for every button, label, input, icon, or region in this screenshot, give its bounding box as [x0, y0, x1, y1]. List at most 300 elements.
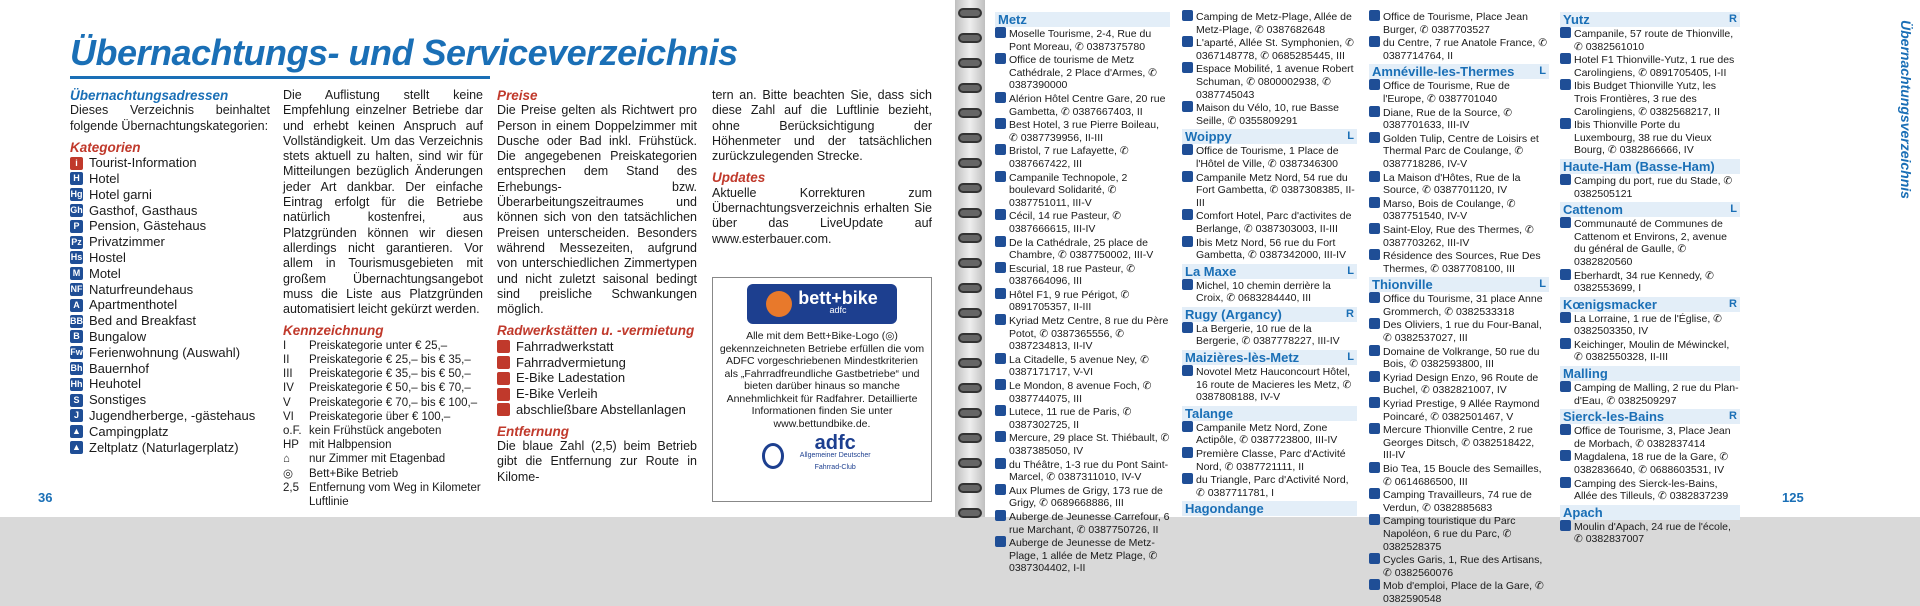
hotel-garni-icon: Hg — [70, 189, 83, 200]
category-item — [70, 392, 270, 408]
directory-entry — [995, 118, 1170, 144]
region-letter: R — [1729, 13, 1737, 25]
entry-text: Ibis Metz Nord, 56 rue du Fort Gambetta, ✆ 0387342000, III-IV — [1196, 236, 1347, 262]
place-heading — [1369, 64, 1549, 79]
marking-item — [283, 353, 483, 367]
directory-entry — [1560, 520, 1740, 546]
lodging-icon — [1560, 53, 1571, 64]
region-letter: R — [1729, 410, 1737, 423]
marking-item — [283, 339, 483, 353]
entry-text: Kyriad Prestige, 9 Allée Raymond Poincaré, ✆ 0382501467, V — [1383, 398, 1540, 423]
apartment-hotel-icon: A — [70, 299, 83, 312]
column-updates — [712, 88, 932, 247]
directory-entry — [995, 353, 1170, 379]
marking-key: III — [283, 368, 293, 381]
entry-text: Auberge de Jeunesse de Metz-Plage, 1 allée de Metz Plage, ✆ 0387304402, I-II — [1009, 537, 1158, 575]
category-label: Hostel — [89, 249, 126, 265]
lodging-icon — [1560, 118, 1571, 129]
marking-heading: Kennzeichnung — [283, 323, 384, 339]
entry-text: La Citadelle, 5 avenue Ney, ✆ 0387171717, V-VI — [1009, 353, 1149, 379]
marking-item — [283, 424, 483, 438]
category-item — [70, 234, 270, 250]
spiral-ring — [958, 458, 982, 468]
marking-key: ⌂ — [283, 453, 290, 466]
entry-text: Michel, 10 chemin derrière la Croix, ✆ 0683284440, III — [1196, 279, 1331, 305]
lodging-icon — [1369, 318, 1380, 329]
category-item — [70, 408, 270, 424]
lodging-icon — [1369, 106, 1380, 117]
hotel-icon: H — [70, 172, 83, 185]
directory-entry — [1560, 424, 1740, 450]
entry-text: Golden Tulip, Centre de Loisirs et Thermal Parc de Coulange, ✆ 0387718286, IV-V — [1383, 132, 1539, 170]
entry-text: Kyriad Metz Centre, 8 rue du Père Potot, ✆ 0387365556, ✆ 0387234813, II-IV — [1009, 315, 1169, 353]
marking-value: Preiskategorie € 35,– bis € 50,– — [309, 368, 471, 381]
entry-text: Office de Tourisme, 1 Place de l'Hôtel de Ville, ✆ 0387346300 — [1196, 145, 1339, 170]
category-label: Apartmenthotel — [89, 297, 178, 313]
entry-text: Le Mondon, 8 avenue Foch, ✆ 0387744075, III — [1009, 380, 1152, 405]
spiral-ring — [958, 158, 982, 168]
lodging-icon — [1369, 423, 1380, 434]
lodging-icon — [1182, 144, 1193, 155]
bike-repair-icon — [497, 340, 510, 353]
directory-entry — [1369, 197, 1549, 223]
place-name: Hagondange — [1185, 501, 1264, 517]
directory-entry — [995, 27, 1170, 53]
bungalow-icon: B — [70, 330, 83, 343]
place-heading — [1182, 406, 1357, 421]
directory-column-4 — [1560, 10, 1740, 546]
bike-service-item — [497, 402, 697, 418]
lodging-icon — [995, 171, 1006, 182]
guesthouse-icon: Gh — [70, 204, 83, 215]
category-item — [70, 250, 270, 266]
directory-entry — [1369, 106, 1549, 132]
category-item — [70, 361, 270, 377]
category-label: Pension, Gästehaus — [89, 218, 207, 234]
lodging-icon — [1369, 553, 1380, 564]
entry-text: Lutece, 11 rue de Paris, ✆ 0387302725, II — [1009, 406, 1132, 431]
lodging-icon — [1369, 249, 1380, 260]
entry-text: Cécil, 14 rue Pasteur, ✆ 0387666615, III-IV — [1009, 210, 1122, 235]
marking-item — [283, 481, 483, 509]
bike-service-label: Fahrradvermietung — [516, 354, 626, 370]
place-heading — [1560, 366, 1740, 381]
directory-entry — [995, 510, 1170, 536]
category-label: Hotel — [89, 170, 120, 186]
directory-entry — [995, 288, 1170, 314]
directory-entry — [1182, 171, 1357, 210]
directory-entry — [1560, 27, 1740, 53]
disclaimer-text: Die Auflistung stellt keine Empfehlung einzelner Betriebe dar und erhebt keinen Anspruch auf Vollständigkeit. Um das Verzeichnis stets aktuell zu halten, sind wir für Mitteilungen bezüglich Änderungen jeder Art dankbar. Der einfache Eintrag erfolgt für die Betriebe natürlich kostenfrei, aus Platzgründen können wir diesen allerdings nicht garantieren. Vor allem in Tourismusgebieten mit großem Übernachtungsangebot muss die Liste aus Platzgründen automatisiert leicht gekürzt werden. — [283, 88, 483, 317]
category-item — [70, 187, 270, 203]
entry-text: La Bergerie, 10 rue de la Bergerie, ✆ 0387778227, III-IV — [1196, 322, 1340, 348]
directory-entry — [1560, 118, 1740, 157]
entry-text: du Centre, 7 rue Anatole France, ✆ 0387714764, II — [1383, 37, 1548, 62]
column-prices — [497, 88, 697, 485]
place-name: Haute-Ham (Basse-Ham) — [1563, 158, 1715, 174]
lodging-icon — [995, 144, 1006, 155]
region-letter: R — [1729, 297, 1737, 310]
directory-column-3 — [1369, 10, 1549, 606]
lodging-icon — [995, 262, 1006, 273]
place-name: Yutz — [1563, 12, 1590, 27]
adfc-logo-text: adfc — [814, 432, 856, 455]
distance-heading: Entfernung — [497, 423, 569, 439]
entry-text: Campanile, 57 route de Thionville, ✆ 0382561010 — [1574, 28, 1734, 53]
category-label: Jugendherberge, -gästehaus — [89, 407, 256, 423]
marking-key: V — [283, 396, 291, 409]
category-label: Campingplatz — [89, 423, 169, 439]
directory-entry — [1369, 10, 1549, 36]
lodging-icon — [1182, 322, 1193, 333]
place-name: Malling — [1563, 366, 1608, 382]
updates-heading: Updates — [712, 170, 766, 186]
category-label: Zeltplatz (Naturlagerplatz) — [89, 439, 239, 455]
region-letter: L — [1347, 130, 1354, 143]
directory-entry — [995, 262, 1170, 288]
side-title: Übernachtungsverzeichnis — [1898, 20, 1914, 199]
spiral-ring — [958, 58, 982, 68]
lodging-icon — [1182, 279, 1193, 290]
entry-text: Maison du Vélo, 10, rue Basse Seille, ✆ 0355809291 — [1196, 102, 1340, 127]
category-label: Motel — [89, 265, 121, 281]
entry-text: De la Cathédrale, 25 place de Chambre, ✆ 0387750002, III-V — [1009, 236, 1154, 262]
place-name: Thionville — [1372, 277, 1433, 293]
category-label: Privatzimmer — [89, 234, 165, 250]
marking-key: IV — [283, 382, 294, 395]
directory-entry — [1369, 79, 1549, 105]
lodging-icon — [1369, 223, 1380, 234]
directory-entry — [1369, 462, 1549, 488]
hostel-icon: Hs — [70, 252, 83, 263]
spiral-ring — [958, 508, 982, 518]
directory-entry — [1560, 53, 1740, 79]
directory-entry — [1182, 322, 1357, 348]
directory-entry — [1369, 171, 1549, 197]
adfc-logo-sub: Allgemeiner Deutscher Fahrrad-Club — [799, 451, 871, 472]
entry-text: Communauté de Communes de Cattenom et Environs, 2, avenue du général de Gaulle, ✆ 0382820560 — [1574, 218, 1727, 268]
entry-text: Ibis Budget Thionville Yutz, les Trois Frontières, 3 rue des Carolingiens, ✆ 0382568217, II — [1574, 80, 1720, 118]
spiral-ring — [958, 383, 982, 393]
region-letter: R — [1346, 307, 1354, 320]
place-name: Amnéville-les-Thermes — [1372, 64, 1515, 80]
entry-text: Saint-Eloy, Rue des Thermes, ✆ 0387703262, III-IV — [1383, 223, 1534, 249]
prices-text: Die Preise gelten als Richtwert pro Person in einem Doppelzimmer mit Dusche oder Bad inkl. Frühstück. Die angegebenen Preiskategorien entsprechen dem Stand des Erhebungs- bzw. Überarbeitungszeitraumes und können sich von den tatsächlichen Preisen unterscheiden. Besonders während Messezeiten, aufgrund von unterschiedlichen Zimmertypen und nicht zuletzt saisonal bedingt sind preisliche Schwankungen möglich. — [497, 103, 697, 317]
directory-entry — [995, 53, 1170, 92]
entry-text: Campanile Technopole, 2 boulevard Solidarité, ✆ 0387751011, III-V — [1009, 171, 1128, 209]
spiral-ring — [958, 208, 982, 218]
marking-item — [283, 410, 483, 424]
bike-service-label: abschließbare Abstellanlagen — [516, 401, 686, 417]
lodging-icon — [1560, 79, 1571, 90]
directory-entry — [1369, 223, 1549, 249]
directory-entry — [995, 236, 1170, 262]
distance-text-start: Die blaue Zahl (2,5) beim Betrieb gibt die Entfernung zur Route in Kilome- — [497, 439, 697, 484]
lodging-icon — [1182, 209, 1193, 220]
marking-value: Preiskategorie € 25,– bis € 35,– — [309, 353, 471, 366]
directory-entry — [1560, 312, 1740, 338]
spiral-ring — [958, 108, 982, 118]
nature-house-icon: NF — [70, 283, 83, 294]
directory-entry — [1182, 447, 1357, 473]
entry-text: L'aparté, Allée St. Symphonien, ✆ 0367148778, ✆ 0685285445, III — [1196, 37, 1354, 62]
directory-entry — [1182, 236, 1357, 262]
lodging-icon — [995, 405, 1006, 416]
entry-text: Bio Tea, 15 Boucle des Semailles, ✆ 0614686500, III — [1383, 463, 1542, 488]
bike-rental-icon — [497, 356, 510, 369]
place-heading — [1560, 297, 1740, 312]
entry-text: Aux Plumes de Grigy, 173 rue de Grigy, ✆ 0689668886, III — [1009, 484, 1163, 510]
adfc-logo — [762, 432, 882, 476]
entry-text: Espace Mobilité, 1 avenue Robert Schuman, ✆ 0800002938, ✆ 0387745043 — [1196, 63, 1354, 101]
directory-column-1 — [995, 10, 1170, 575]
directory-entry — [1182, 144, 1357, 170]
spiral-ring — [958, 183, 982, 193]
directory-entry — [995, 379, 1170, 405]
entry-text: Camping touristique du Parc Napoléon, 6 rue du Parc, ✆ 0382528375 — [1383, 515, 1516, 553]
entry-text: Office de Tourisme, Place Jean Burger, ✆ 0387703527 — [1383, 11, 1528, 36]
place-heading — [1369, 277, 1549, 292]
marking-item — [283, 467, 483, 481]
directory-entry — [1560, 269, 1740, 295]
directory-entry — [1369, 488, 1549, 514]
directory-entry — [1560, 217, 1740, 268]
category-item — [70, 313, 270, 329]
place-name: Sierck-les-Bains — [1563, 409, 1665, 425]
bike-heading: Radwerkstätten u. -vermietung — [497, 323, 695, 339]
holiday-flat-icon: Fw — [70, 347, 83, 358]
lodging-icon — [1560, 450, 1571, 461]
spiral-ring — [958, 408, 982, 418]
entry-text: Eberhardt, 34 rue Kennedy, ✆ 0382553699, I — [1574, 269, 1714, 295]
bike-service-label: E-Bike Ladestation — [516, 370, 626, 386]
marking-value: nur Zimmer mit Etagenbad — [309, 453, 446, 466]
lodging-icon — [1560, 338, 1571, 349]
directory-entry — [1369, 579, 1549, 605]
entry-text: Hôtel F1, 9 rue Périgot, ✆ 0891705357, II-III — [1009, 288, 1130, 314]
lodging-icon — [1182, 36, 1193, 47]
bike-service-item — [497, 370, 697, 386]
place-name: Talange — [1185, 405, 1234, 421]
directory-entry — [995, 314, 1170, 353]
marking-key: I — [283, 339, 287, 352]
entry-text: Keichinger, Moulin de Méwinckel, ✆ 0382550328, II-III — [1574, 338, 1730, 364]
place-name: Woippy — [1185, 129, 1232, 145]
prices-heading: Preise — [497, 88, 538, 103]
place-heading — [1560, 159, 1740, 174]
marking-value: Preiskategorie unter € 25,– — [309, 339, 448, 352]
adfc-icon — [762, 443, 784, 469]
tent-site-icon: ▲ — [70, 441, 83, 454]
lodging-icon — [1182, 171, 1193, 182]
region-letter: L — [1347, 264, 1354, 277]
spiral-ring — [958, 258, 982, 268]
entry-text: Première Classe, Parc d'Activité Nord, ✆ 0387721111, II — [1196, 448, 1346, 473]
region-letter: L — [1539, 65, 1546, 78]
bike-service-item — [497, 386, 697, 402]
spiral-ring — [958, 133, 982, 143]
place-heading — [1182, 129, 1357, 144]
entry-text: Marso, Bois de Coulange, ✆ 0387751540, IV-V — [1383, 197, 1516, 223]
lodging-icon — [1369, 397, 1380, 408]
marking-item — [283, 438, 483, 452]
lodging-icon — [995, 484, 1006, 495]
lodging-icon — [1369, 579, 1380, 590]
bett-bike-icon — [766, 291, 792, 317]
lodging-icon — [995, 314, 1006, 325]
lodging-icon — [1560, 424, 1571, 435]
entry-text: Campanile Metz Nord, Zone Actipôle, ✆ 0387723800, III-IV — [1196, 421, 1338, 447]
marking-value: Preiskategorie über € 100,– — [309, 410, 451, 423]
marking-value: Preiskategorie € 70,– bis € 100,– — [309, 396, 478, 409]
lodging-icon — [995, 510, 1006, 521]
lodging-icon — [995, 27, 1006, 38]
place-heading — [1560, 409, 1740, 424]
entry-text: Domaine de Volkrange, 50 rue du Bois, ✆ 0382593800, III — [1383, 345, 1540, 371]
entry-text: Magdalena, 18 rue de la Gare, ✆ 0382836640, ✆ 0688603531, IV — [1574, 451, 1729, 477]
right-page — [985, 0, 1920, 605]
lodging-icon — [995, 209, 1006, 220]
bike-service-item — [497, 355, 697, 371]
place-heading — [1560, 202, 1740, 217]
entry-text: Best Hotel, 3 rue Pierre Boileau, ✆ 0387739956, II-III — [1009, 119, 1159, 144]
entry-text: Camping de Malling, 2 rue du Plan-d'Eau, ✆ 0382509297 — [1574, 382, 1739, 407]
lodging-icon — [995, 288, 1006, 299]
lodging-icon — [1182, 447, 1193, 458]
lodging-icon — [1182, 365, 1193, 376]
column-categories — [70, 88, 270, 455]
lodging-icon — [1369, 171, 1380, 182]
lodging-icon — [1182, 101, 1193, 112]
directory-entry — [995, 209, 1170, 235]
category-item — [70, 329, 270, 345]
directory-entry — [1560, 174, 1740, 200]
entry-text: Camping Travailleurs, 74 rue de Verdun, ✆ 0382885683 — [1383, 489, 1532, 514]
lodging-icon — [1182, 10, 1193, 21]
directory-entry — [1369, 514, 1549, 553]
spiral-binding — [955, 0, 985, 517]
bike-service-list — [497, 339, 697, 418]
marking-item — [283, 452, 483, 466]
other-icon: S — [70, 394, 83, 407]
place-name: Kœnigsmacker — [1563, 296, 1657, 312]
directory-entry — [1182, 101, 1357, 127]
directory-entry — [1369, 36, 1549, 62]
spiral-ring — [958, 233, 982, 243]
directory-entry — [1369, 345, 1549, 371]
entry-text: Moulin d'Apach, 24 rue de l'école, ✆ 0382837007 — [1574, 520, 1731, 546]
place-name: Cattenom — [1563, 202, 1623, 218]
entry-text: Campanile Metz Nord, 54 rue du Fort Gambetta, ✆ 0387308385, II-III — [1196, 171, 1355, 209]
directory-entry — [1369, 553, 1549, 579]
category-list — [70, 155, 270, 455]
directory-entry — [1182, 279, 1357, 305]
category-item — [70, 376, 270, 392]
bett-bike-logo-text: bett+bike — [798, 287, 878, 308]
ebike-rental-icon — [497, 388, 510, 401]
category-label: Hotel garni — [89, 186, 152, 202]
directory-entry — [1182, 10, 1357, 36]
lodging-icon — [995, 118, 1006, 129]
youth-hostel-icon: J — [70, 409, 83, 422]
lodging-icon — [1560, 312, 1571, 323]
entry-text: Office du Tourisme, 31 place Anne Grommerch, ✆ 0382533318 — [1383, 293, 1543, 318]
directory-entry — [995, 484, 1170, 510]
spiral-ring — [958, 8, 982, 18]
category-item — [70, 171, 270, 187]
bike-service-label: Fahrradwerkstatt — [516, 338, 614, 354]
lodging-icon — [1369, 488, 1380, 499]
lodging-icon — [1369, 79, 1380, 90]
category-label: Ferienwohnung (Auswahl) — [89, 344, 241, 360]
spiral-ring — [958, 358, 982, 368]
column-disclaimer — [283, 88, 483, 509]
place-heading — [1182, 264, 1357, 279]
region-letter: L — [1730, 203, 1737, 216]
bett-bike-logo — [747, 284, 897, 324]
directory-entry — [1369, 249, 1549, 275]
marking-value: Bett+Bike Betrieb — [309, 467, 399, 480]
lodging-icon — [1369, 197, 1380, 208]
place-name: Metz — [998, 12, 1027, 27]
category-label: Heuhotel — [89, 376, 142, 392]
spiral-ring — [958, 83, 982, 93]
spiral-ring — [958, 483, 982, 493]
category-item — [70, 345, 270, 361]
category-item — [70, 203, 270, 219]
category-item — [70, 155, 270, 171]
spiral-ring — [958, 433, 982, 443]
lodging-icon — [995, 379, 1006, 390]
directory-entry — [1560, 381, 1740, 407]
marking-value: kein Frühstück angeboten — [309, 424, 442, 437]
place-heading — [1182, 350, 1357, 365]
category-item — [70, 218, 270, 234]
lodging-icon — [1369, 36, 1380, 47]
marking-item — [283, 367, 483, 381]
lodging-icon — [1182, 62, 1193, 73]
directory-entry — [995, 144, 1170, 170]
entry-text: Office de Tourisme, Rue de l'Europe, ✆ 0387701040 — [1383, 80, 1510, 105]
ebike-charging-icon — [497, 372, 510, 385]
entry-text: Diane, Rue de la Source, ✆ 0387701633, III-IV — [1383, 106, 1513, 132]
directory-entry — [995, 458, 1170, 484]
directory-entry — [995, 92, 1170, 118]
lodging-icon — [1560, 217, 1571, 228]
lodging-icon — [1369, 132, 1380, 143]
lodging-icon — [1369, 345, 1380, 356]
left-page — [0, 0, 955, 517]
directory-entry — [1560, 477, 1740, 503]
lodging-icon — [1369, 462, 1380, 473]
directory-entry — [1369, 318, 1549, 344]
marking-key: 2,5 — [283, 481, 299, 494]
lodging-icon — [1369, 514, 1380, 525]
lodging-icon — [1182, 236, 1193, 247]
bett-bike-text: Alle mit dem Bett+Bike-Logo (◎) gekennzeichneten Betriebe erfüllen die vom ADFC vorgeschriebenen Mindestkriterien als „Fahrradfreundliche Gastbetriebe“ und bieten darüber hinaus so manche Annehmlichkeit für Radfahrer. Detaillierte Informationen finden Sie unter www.bettundbike.de. — [719, 330, 925, 430]
lodging-icon — [995, 353, 1006, 364]
lodging-icon — [1369, 371, 1380, 382]
spiral-ring — [958, 33, 982, 43]
marking-key: II — [283, 353, 290, 366]
lodging-icon — [995, 536, 1006, 547]
lodging-icon — [1560, 174, 1571, 185]
region-letter: L — [1539, 278, 1546, 291]
entry-text: Comfort Hotel, Parc d'activites de Berlange, ✆ 0387303003, II-III — [1196, 210, 1352, 235]
page-number-right: 125 — [1782, 490, 1804, 505]
category-label: Bauernhof — [89, 360, 149, 376]
marking-key: VI — [283, 410, 294, 423]
